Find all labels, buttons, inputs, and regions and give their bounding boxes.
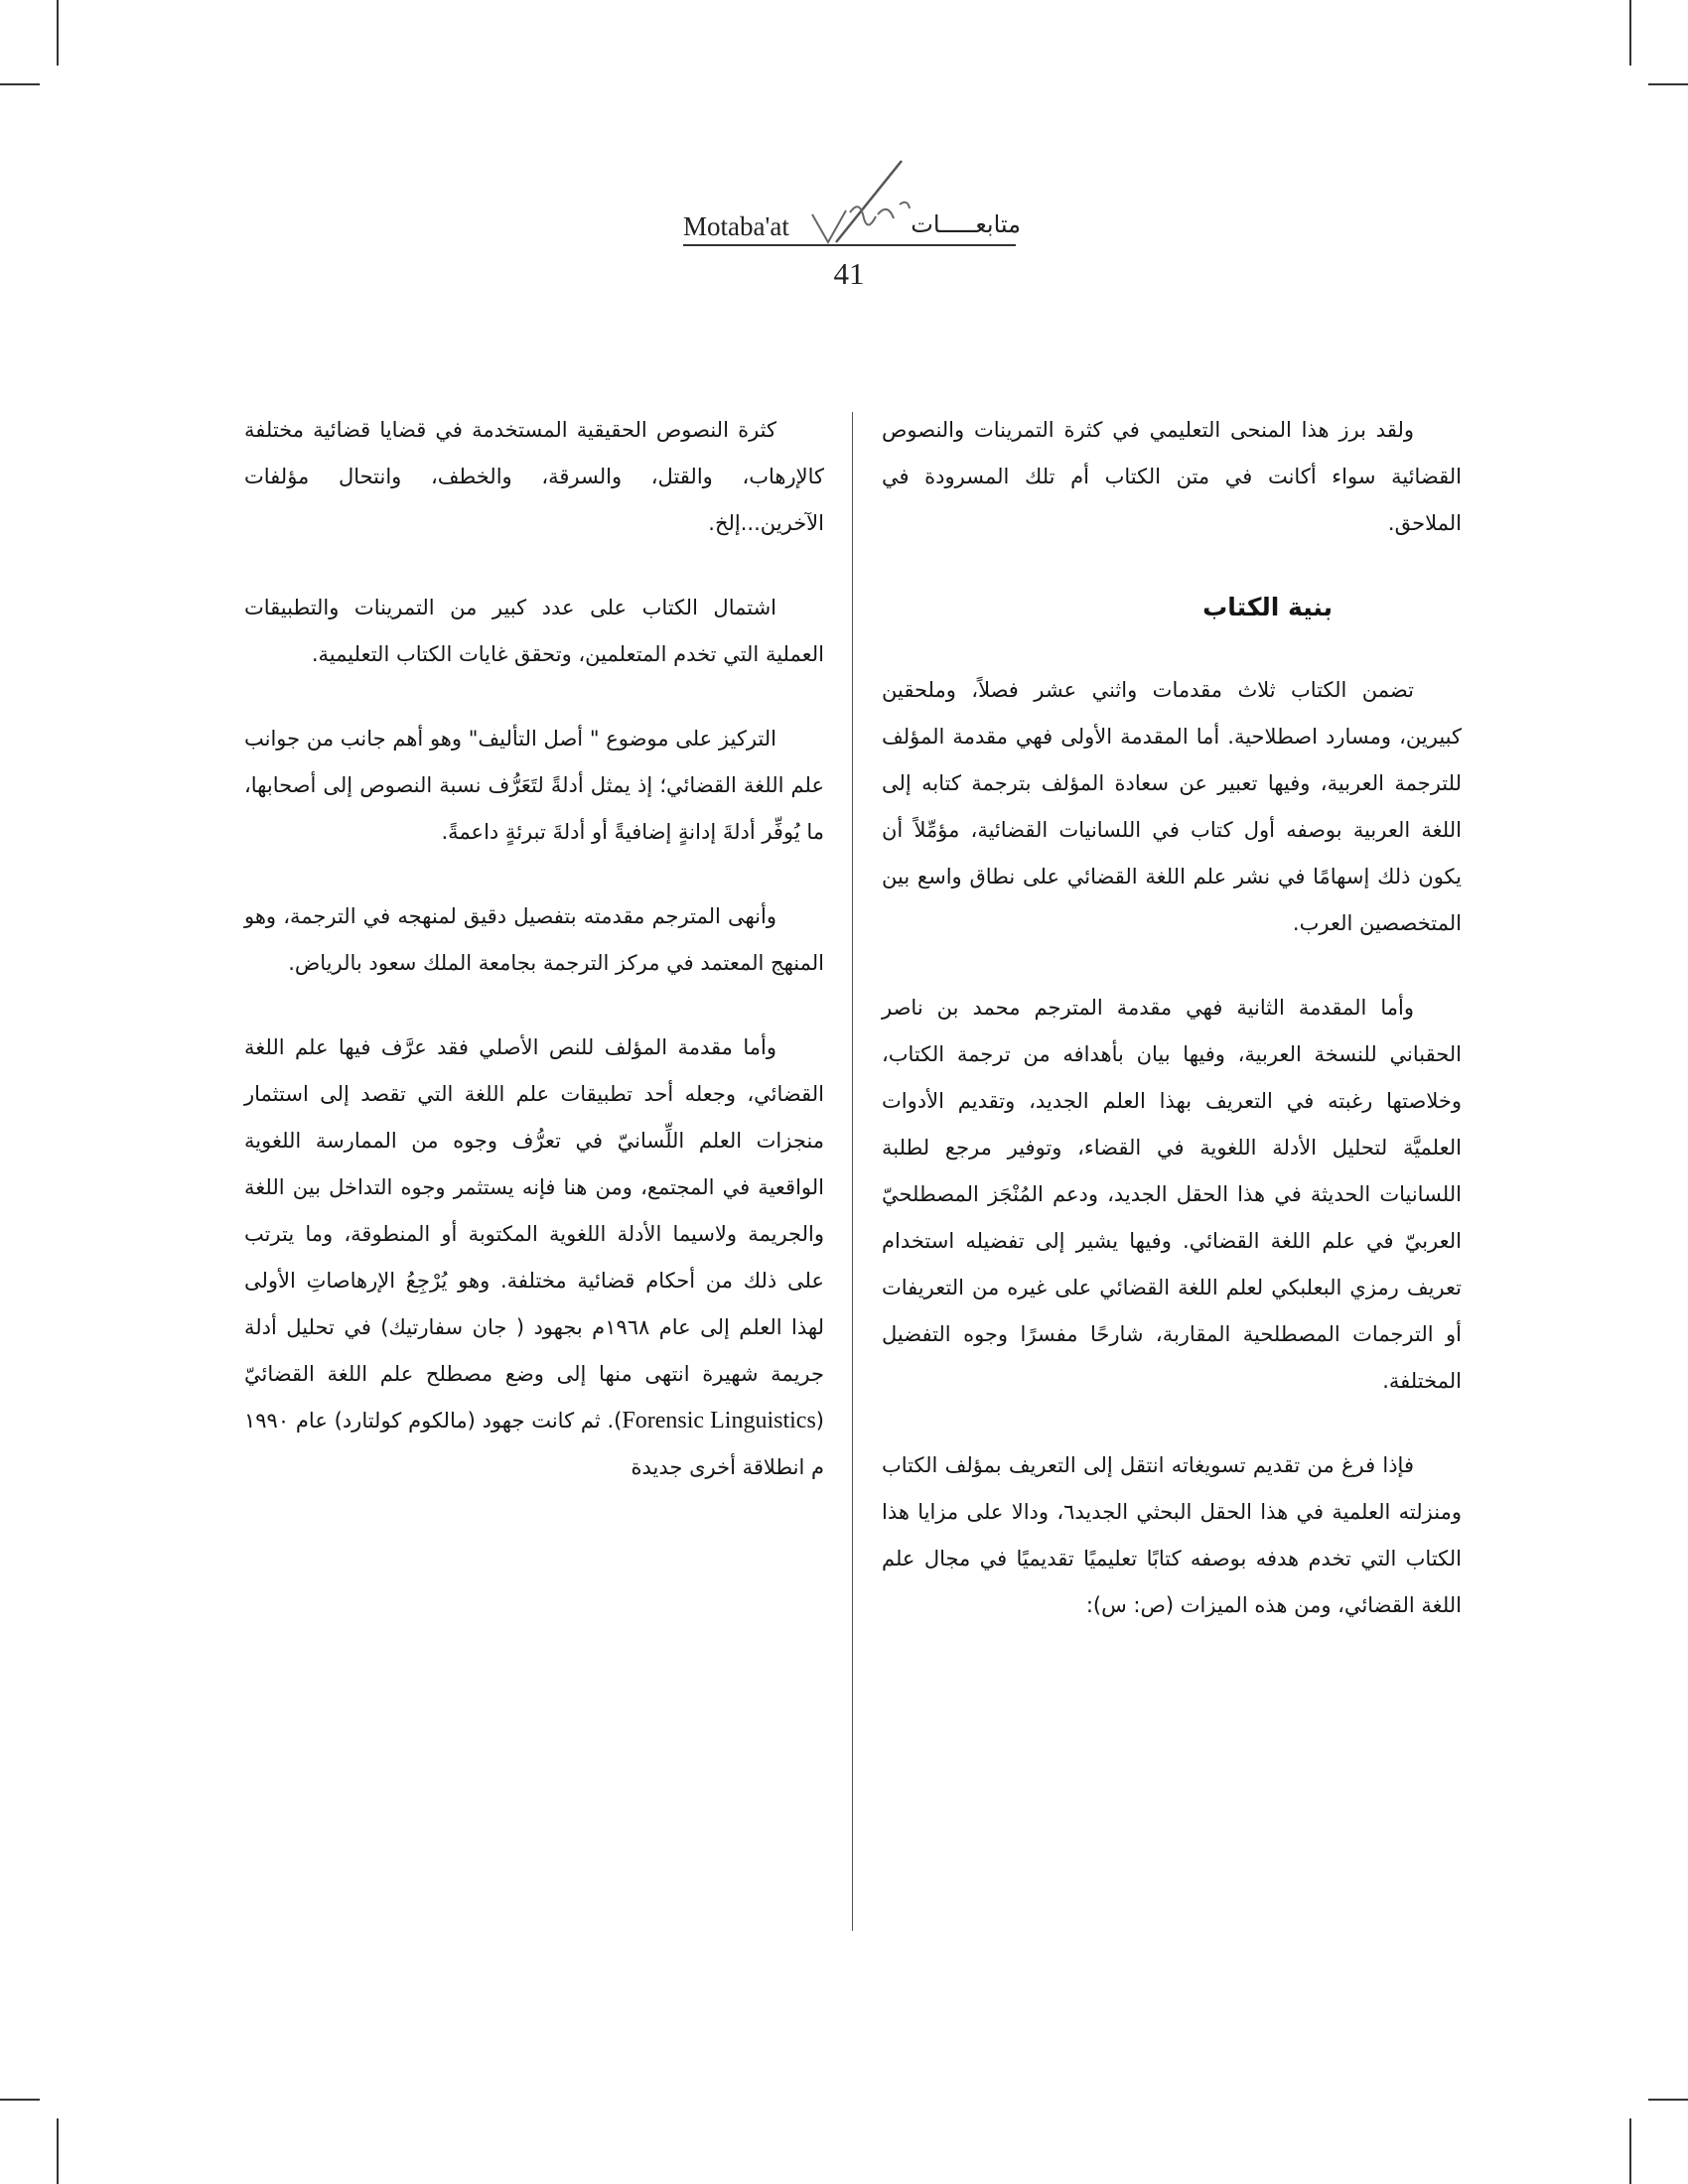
paragraph: وأنهى المترجم مقدمته بتفصيل دقيق لمنهجه في الترجمة، وهو المنهج المعتمد في مركز الترجمة بجامعة الملك سعود بالرياض. (244, 904, 824, 975)
running-header (675, 159, 1023, 298)
journal-section-arabic: متابعـــــات (911, 210, 1021, 238)
crop-mark-top-right-horizontal (1648, 83, 1688, 85)
section-heading: بنية الكتاب (1202, 593, 1333, 621)
paragraph (244, 1024, 824, 1491)
paragraph: التركيز على موضوع " أصل التأليف" وهو أهم جانب من جوانب علم اللغة القضائي؛ إذ يمثل أدلةً لتَعَرُّف نسبة النصوص إلى أصحابها، ما يُوفِّر أدلةَ إدانةٍ إضافيةً أو أدلةَ تبرئةٍ داعمةً. (244, 727, 824, 844)
crop-mark-top-left-horizontal (0, 83, 40, 85)
crop-mark-top-left-vertical (57, 0, 59, 66)
journal-section-latin: Motaba'at (683, 211, 789, 241)
paragraph: اشتمال الكتاب على عدد كبير من التمرينات والتطبيقات العملية التي تخدم المتعلمين، وتحقق غايات الكتاب التعليمية. (244, 596, 824, 666)
crop-mark-bottom-left-horizontal (0, 2099, 40, 2101)
paragraph: فإذا فرغ من تقديم تسويغاته انتقل إلى التعريف بمؤلف الكتاب ومنزلته العلمية في هذا الحقل البحثي الجديد٦، ودالا على مزايا هذا الكتاب التي تخدم هدفه بوصفه كتابًا تعليميًا تقديميًا في مجال علم اللغة القضائي، ومن هذه الميزات (ص: س): (882, 1453, 1462, 1617)
column-divider (852, 412, 853, 1931)
crop-mark-bottom-right-vertical (1629, 2118, 1631, 2184)
paragraph: تضمن الكتاب ثلاث مقدمات واثني عشر فصلاً، وملحقين كبيرين، ومسارد اصطلاحية. أما المقدمة الأولى فهي مقدمة المؤلف للترجمة العربية، وفيها تعبير عن سعادة المؤلف بترجمة كتابه إلى اللغة العربية بوصفه أول كتاب في اللسانيات القضائية، مؤمِّلاً أن يكون ذلك إسهامًا في نشر علم اللغة القضائي على نطاق واسع بين المتخصصين العرب. (882, 678, 1462, 935)
page-number: 41 (833, 256, 865, 291)
paragraph: ولقد برز هذا المنحى التعليمي في كثرة التمرينات والنصوص القضائية سواء أكانت في متن الكتاب أم تلك المسرودة في الملاحق. (882, 418, 1462, 535)
paragraph: كثرة النصوص الحقيقية المستخدمة في قضايا قضائية مختلفة كالإرهاب، والقتل، والسرقة، والخطف، وانتحال مؤلفات الآخرين...إلخ. (244, 418, 824, 535)
crop-mark-bottom-left-vertical (57, 2118, 59, 2184)
crop-mark-top-right-vertical (1629, 0, 1631, 66)
english-term: Forensic Linguistics (622, 1408, 816, 1433)
header-rule (683, 244, 1016, 246)
crop-mark-bottom-right-horizontal (1648, 2099, 1688, 2101)
paragraph-text: وأما مقدمة المؤلف للنص الأصلي فقد عرَّف فيها علم اللغة القضائي، وجعله أحد تطبيقات علم اللغة التي تقصد إلى استثمار منجزات العلم اللِّسانيّ في تعرُّف وجوه من الممارسة اللغوية الواقعية في المجتمع، ومن هنا فإنه يستثمر وجوه التداخل بين اللغة والجريمة ولاسيما الأدلة اللغوية المكتوبة أو المنطوقة، وما يترتب على ذلك من أحكام قضائية مختلفة. وهو يُرْجِعُ الإرهاصاتِ الأولى لهذا العلم إلى عام ١٩٦٨م بجهود ( جان سفارتيك) في تحليل أدلة جريمة شهيرة انتهى منها إلى وضع مصطلح علم اللغة القضائيّ ( (244, 1035, 824, 1433)
right-column (882, 407, 1462, 1667)
left-column (244, 407, 824, 1529)
paragraph-text: ). ثم كانت جهود (مالكوم كولتارد) عام ١٩٩٠ م انطلاقة أخرى جديدة (244, 1409, 824, 1479)
paragraph: وأما المقدمة الثانية فهي مقدمة المترجم محمد بن ناصر الحقباني للنسخة العربية، وفيها بيان بأهدافه من ترجمة الكتاب، وخلاصتها رغبته في التعريف بهذا العلم الجديد، وتقديم الأدوات العلميَّة لتحليل الأدلة اللغوية في القضاء، وتوفير مرجع لطلبة اللسانيات الحديثة في هذا الحقل الجديد، ودعم المُنْجَز المصطلحيّ العربيّ في علم اللغة القضائي. وفيها يشير إلى تفضيله استخدام تعريف رمزي البعلبكي لعلم اللغة القضائي على غيره من التعريفات أو الترجمات المصطلحية المقاربة، شارحًا مفسرًا وجوه التفضيل المختلفة. (882, 996, 1462, 1393)
